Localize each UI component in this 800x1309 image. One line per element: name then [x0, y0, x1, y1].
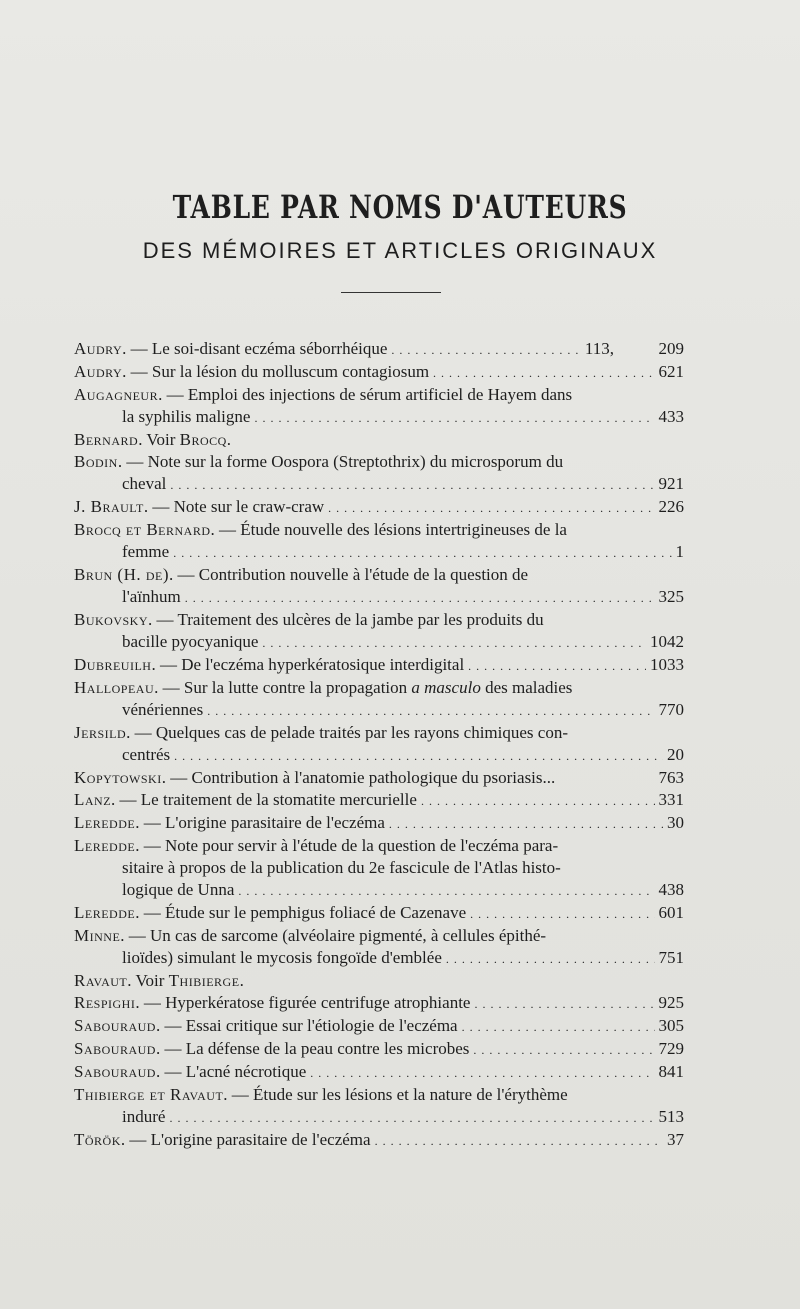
page-number: 20 [667, 745, 684, 764]
author-name: Audry [74, 339, 123, 358]
entry-title: . — Un cas de sarcome (alvéolaire pigmenté, à cellules épithé- [120, 926, 547, 945]
leader-dots [391, 338, 580, 361]
author-name: Sabouraud [74, 1016, 156, 1035]
entry-title: des maladies [480, 678, 573, 697]
toc-line [74, 789, 684, 812]
toc-continuation-line [74, 406, 684, 429]
toc-first-line [74, 1129, 371, 1151]
entry-title: . — Hyperkératose figurée centrifuge atrophiante [135, 993, 471, 1012]
page-number: 621 [658, 362, 684, 381]
entry-title: . — Note pour servir à l'étude de la question de l'eczéma para- [135, 836, 559, 855]
page-number: 729 [658, 1039, 684, 1058]
toc-first-line [74, 654, 464, 676]
author-name: Respighi [74, 993, 136, 1012]
entry-title: . — Sur la lésion du molluscum contagiosum [122, 362, 430, 381]
toc-entry [74, 722, 684, 767]
toc-first-line [74, 812, 385, 834]
toc-line [74, 1038, 684, 1061]
entry-title: . — Quelques cas de pelade traités par les rayons chimiques con- [126, 723, 568, 742]
toc-first-line [74, 496, 324, 518]
toc-line [74, 992, 684, 1015]
author-name: Sabouraud [74, 1039, 156, 1058]
entry-title: . Voir [138, 430, 180, 449]
page-number: 751 [658, 948, 684, 967]
author-name: Bukovsky [74, 610, 149, 629]
entry-title: la syphilis maligne [122, 407, 251, 426]
toc-first-line [74, 1038, 469, 1060]
author-name: Jersild [74, 723, 127, 742]
leader-dots [328, 496, 654, 519]
toc-first-line [74, 361, 429, 383]
toc-line [74, 1015, 684, 1038]
author-name: Thibierge et Ravaut [74, 1085, 224, 1104]
toc-first-line [74, 429, 231, 451]
page-number: 325 [658, 587, 684, 606]
toc-line [74, 451, 684, 473]
toc-line [74, 384, 684, 406]
toc-entry [74, 812, 684, 835]
toc-line [74, 902, 684, 925]
author-name: Hallopeau [74, 678, 155, 697]
page-number: 438 [658, 880, 684, 899]
entry-title-italic: a masculo [411, 678, 481, 697]
toc-entry [74, 1015, 684, 1038]
toc-continuation-line [74, 744, 684, 767]
leader-dots [207, 699, 654, 722]
entry-title: . Voir [127, 971, 169, 990]
page-number: 37 [667, 1130, 684, 1149]
toc-entry [74, 361, 684, 384]
author-index [74, 338, 684, 1152]
leader-dots [310, 1061, 654, 1084]
toc-line [74, 519, 684, 541]
entry-title: . — Le traitement de la stomatite mercurielle [111, 790, 417, 809]
toc-entry [74, 654, 684, 677]
reference-punctuation: . [226, 430, 232, 449]
toc-first-line [74, 789, 417, 811]
entry-title: lioïdes) simulant le mycosis fongoïde d'emblée [122, 948, 442, 967]
entry-title: l'aïnhum [122, 587, 181, 606]
entry-title: . — Sur la lutte contre la propagation [154, 678, 412, 697]
leader-dots [170, 473, 654, 496]
entry-title: cheval [122, 474, 167, 493]
toc-entry [74, 767, 684, 789]
toc-entry [74, 902, 684, 925]
toc-first-line [74, 992, 470, 1014]
entry-title: . — Note sur le craw-craw [143, 497, 325, 516]
toc-first-line [74, 925, 546, 947]
toc-continuation-line [74, 699, 684, 722]
toc-line [74, 654, 684, 677]
leader-dots [173, 541, 671, 564]
entry-title: . — Traitement des ulcères de la jambe par les produits du [148, 610, 544, 629]
page-number: 226 [658, 497, 684, 516]
toc-first-line [74, 519, 567, 541]
entry-title: sitaire à propos de la publication du 2e fascicule de l'Atlas histo- [122, 858, 561, 877]
entry-title: centrés [122, 745, 171, 764]
entry-title: . — De l'eczéma hyperkératosique interdigital [151, 655, 465, 674]
author-name: Kopytowski [74, 768, 162, 787]
reference-punctuation: . [239, 971, 244, 990]
author-name: Ravaut [74, 971, 128, 990]
page-title: TABLE PAR NOMS D'AUTEURS [172, 188, 628, 226]
page-number: 30 [667, 813, 684, 832]
toc-entry [74, 519, 684, 564]
toc-entry [74, 789, 684, 812]
author-name: Minne [74, 926, 121, 945]
title-rule [341, 292, 441, 293]
page-number: 113, [584, 339, 614, 358]
entry-title: . — Note sur la forme Oospora (Streptothrix) du microsporum du [117, 452, 564, 471]
page-number: 925 [658, 993, 684, 1012]
author-name: Török [74, 1130, 121, 1149]
toc-first-line [74, 835, 558, 857]
toc-line [74, 1129, 684, 1152]
toc-entry [74, 384, 684, 429]
author-name: Bodin [74, 452, 118, 471]
toc-entry [74, 338, 684, 361]
page-number: 1 [675, 542, 684, 561]
toc-entry [74, 1061, 684, 1084]
author-name: Sabouraud [74, 1062, 156, 1081]
entry-title: . — Emploi des injections de sérum artificiel de Hayem dans [158, 385, 573, 404]
leader-dots [389, 812, 663, 835]
toc-first-line [74, 609, 544, 631]
author-name: Bernard [74, 430, 139, 449]
entry-title: . — Le soi-disant eczéma séborrhéique [122, 339, 388, 358]
toc-first-line [74, 767, 555, 789]
page-number: 305 [658, 1016, 684, 1035]
entry-title: . — Étude sur le pemphigus foliacé de Cazenave [135, 903, 467, 922]
toc-entry [74, 451, 684, 496]
entry-title: . — Essai critique sur l'étiologie de l'eczéma [155, 1016, 458, 1035]
cross-reference: Brocq [179, 430, 227, 449]
toc-first-line [74, 677, 572, 699]
cross-reference: Thibierge [168, 971, 240, 990]
page-number: 763 [658, 768, 684, 787]
leader-dots [238, 879, 654, 902]
entry-title: . — Contribution nouvelle à l'étude de la question de [169, 565, 529, 584]
leader-dots [421, 789, 655, 812]
toc-line [74, 970, 684, 992]
toc-line [74, 429, 684, 451]
toc-line [74, 361, 684, 384]
author-name: Leredde [74, 903, 136, 922]
page-number: 209 [658, 339, 684, 358]
page-number: 1042 [650, 632, 684, 651]
entry-title: logique de Unna [122, 880, 235, 899]
leader-dots [169, 1106, 654, 1129]
leader-dots [433, 361, 654, 384]
entry-title: . — Étude nouvelle des lésions intertrigineuses de la [210, 520, 567, 539]
page-number: 601 [658, 903, 684, 922]
toc-line [74, 1061, 684, 1084]
author-name: J. Brault [74, 497, 144, 516]
toc-continuation-line [74, 879, 684, 902]
entry-title: . — Contribution à l'anatomie pathologique du psoriasis... [161, 768, 556, 787]
leader-dots [470, 902, 654, 925]
toc-first-line [74, 451, 563, 473]
leader-dots [254, 406, 654, 429]
toc-continuation-line [74, 473, 684, 496]
toc-line [74, 677, 684, 699]
toc-line [74, 835, 684, 857]
toc-first-line [74, 1084, 568, 1106]
author-name: Leredde [74, 836, 136, 855]
page-number: 513 [658, 1107, 684, 1126]
toc-continuation-line [74, 857, 684, 879]
entry-title: induré [122, 1107, 166, 1126]
entry-title: bacille pyocyanique [122, 632, 259, 651]
toc-line [74, 812, 684, 835]
toc-continuation-line [74, 947, 684, 970]
toc-first-line [74, 902, 466, 924]
toc-line [74, 1084, 684, 1106]
leader-dots [185, 586, 655, 609]
toc-entry [74, 1038, 684, 1061]
toc-first-line [74, 722, 568, 744]
leader-dots [473, 1038, 654, 1061]
leader-dots [474, 992, 654, 1015]
leader-dots [375, 1129, 663, 1152]
toc-continuation-line [74, 541, 684, 564]
page-number: 770 [658, 700, 684, 719]
entry-title: . — L'origine parasitaire de l'eczéma [135, 813, 385, 832]
page-number: 1033 [650, 655, 684, 674]
page-subtitle: DES MÉMOIRES ET ARTICLES ORIGINAUX [142, 238, 658, 263]
page-number: 433 [658, 407, 684, 426]
toc-entry [74, 1084, 684, 1129]
page-number: 921 [658, 474, 684, 493]
entry-title: vénériennes [122, 700, 204, 719]
toc-entry [74, 677, 684, 722]
toc-first-line [74, 1015, 458, 1037]
toc-line [74, 338, 684, 361]
toc-entry [74, 609, 684, 654]
author-name: Brocq et Bernard [74, 520, 211, 539]
toc-continuation-line [74, 1106, 684, 1129]
leader-dots [446, 947, 655, 970]
page-number: 841 [658, 1062, 684, 1081]
toc-entry [74, 1129, 684, 1152]
toc-entry [74, 429, 684, 451]
toc-continuation-line [74, 631, 684, 654]
toc-first-line [74, 1061, 306, 1083]
leader-dots [174, 744, 663, 767]
toc-line [74, 722, 684, 744]
entry-title: . — La défense de la peau contre les microbes [155, 1039, 470, 1058]
toc-line [74, 925, 684, 947]
author-name: Brun (H. de) [74, 565, 170, 584]
toc-entry [74, 925, 684, 970]
toc-first-line [74, 564, 528, 586]
author-name: Dubreuilh [74, 655, 152, 674]
toc-entry [74, 496, 684, 519]
toc-entry [74, 564, 684, 609]
author-name: Lanz [74, 790, 112, 809]
leader-dots [462, 1015, 655, 1038]
page-number: 331 [658, 790, 684, 809]
toc-line [74, 767, 684, 789]
toc-entry [74, 992, 684, 1015]
toc-first-line [74, 970, 244, 992]
leader-dots [468, 654, 646, 677]
toc-line [74, 609, 684, 631]
leader-dots [262, 631, 646, 654]
author-name: Augagneur [74, 385, 159, 404]
entry-title: . — L'origine parasitaire de l'eczéma [120, 1130, 371, 1149]
toc-first-line [74, 384, 572, 406]
author-name: Audry [74, 362, 123, 381]
toc-entry [74, 835, 684, 902]
entry-title: . — L'acné nécrotique [155, 1062, 307, 1081]
toc-line [74, 496, 684, 519]
toc-first-line [74, 338, 387, 360]
author-name: Leredde [74, 813, 136, 832]
toc-line [74, 564, 684, 586]
entry-title: . — Étude sur les lésions et la nature de l'érythème [223, 1085, 568, 1104]
toc-continuation-line [74, 586, 684, 609]
entry-title: femme [122, 542, 170, 561]
toc-entry [74, 970, 684, 992]
